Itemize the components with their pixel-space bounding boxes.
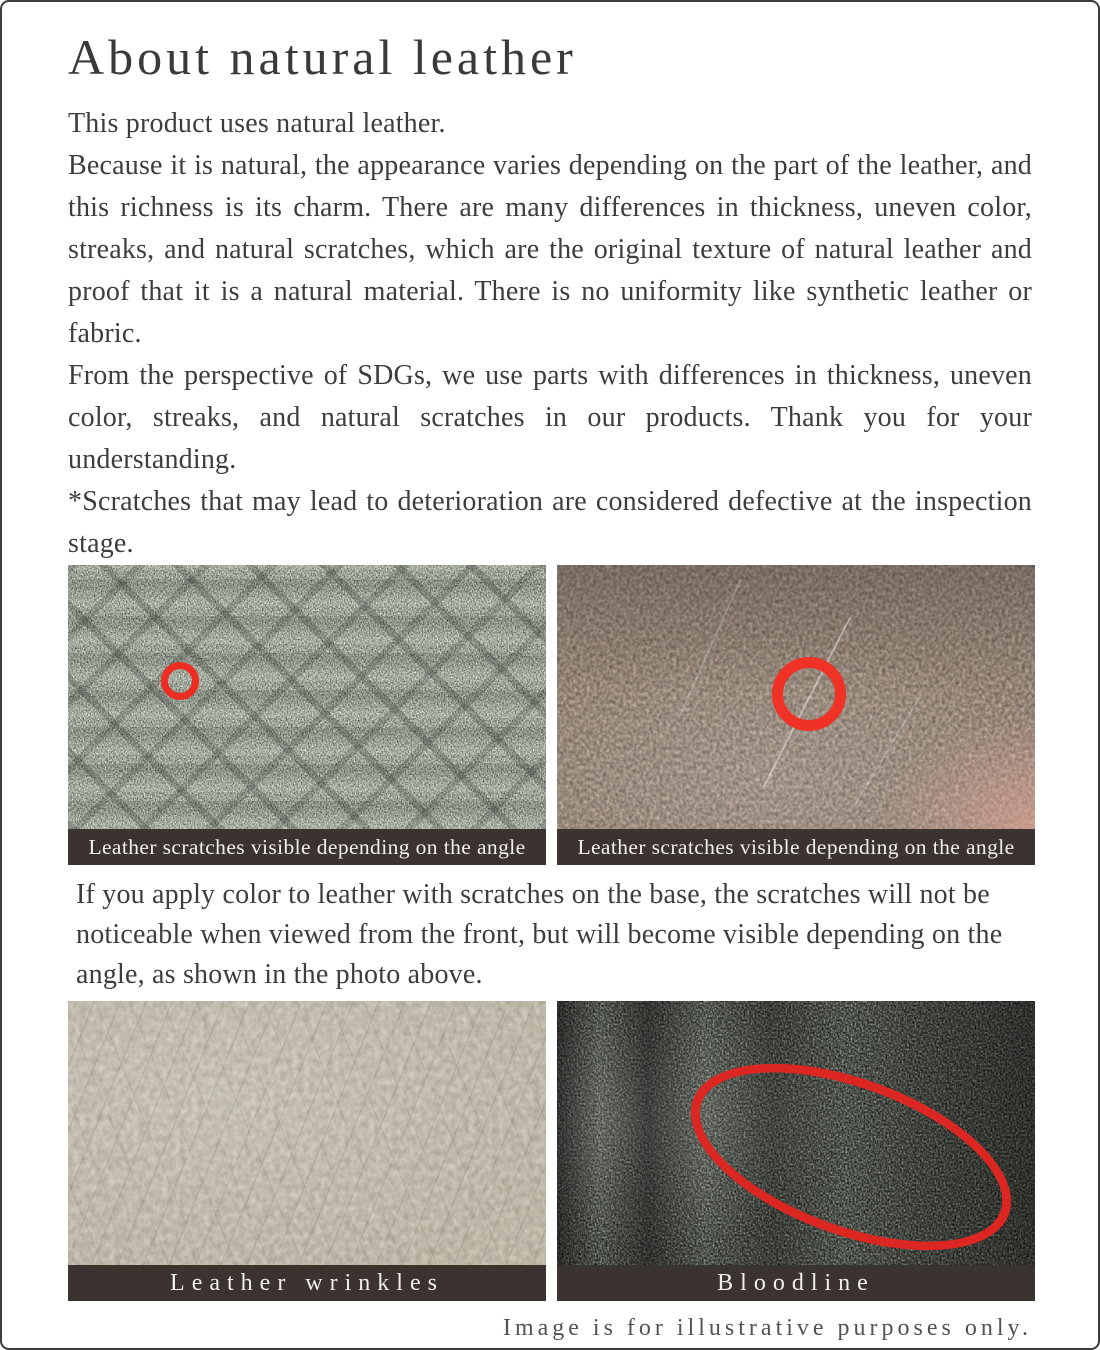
middle-note: If you apply color to leather with scratches on the base, the scratches will not be noticeable when viewed from the front, but will become visible depending on the angle, as shown in the photo above.: [76, 879, 1003, 990]
leather-texture: [68, 565, 546, 829]
figure-row-top: [68, 565, 1032, 865]
leather-texture: [68, 1001, 546, 1265]
figure-scratch-angle-2: [557, 565, 1035, 865]
red-circle-annotation: [772, 657, 846, 731]
figure-leather-wrinkles: [68, 1001, 546, 1301]
figure-row-bottom: [68, 1001, 1032, 1301]
leather-photo-light-wrinkled: [68, 1001, 546, 1265]
figure-caption: Bloodline: [557, 1265, 1035, 1301]
figure-caption: Leather wrinkles: [68, 1265, 546, 1301]
leather-photo-taupe-pebbled: [557, 565, 1035, 829]
figure-caption: Leather scratches visible depending on the angle: [68, 829, 546, 865]
leather-photo-sparkly-silver: [68, 565, 546, 829]
leather-photo-dark-pebbled: [557, 1001, 1035, 1265]
figure-caption: Leather scratches visible depending on the angle: [557, 829, 1035, 865]
intro-paragraph: From the perspective of SDGs, we use parts with differences in thickness, uneven color, streaks, and natural scratches in our products. Thank you for your understanding.: [68, 360, 1032, 475]
intro-text-block: [68, 103, 1032, 565]
page-title: About natural leather: [68, 29, 577, 85]
intro-paragraph: Because it is natural, the appearance varies depending on the part of the leather, and this richness is its charm. There are many differences in thickness, uneven color, streaks, and natural scratches, which are the original texture of natural leather and proof that it is a natural material. There is no uniformity like synthetic leather or fabric.: [68, 150, 1032, 349]
red-circle-annotation: [161, 662, 199, 700]
intro-paragraph: This product uses natural leather.: [68, 108, 446, 139]
intro-paragraph: *Scratches that may lead to deterioration are considered defective at the inspection stage.: [68, 486, 1032, 559]
footer-note: Image is for illustrative purposes only.: [502, 1315, 1032, 1341]
figure-bloodline: [557, 1001, 1035, 1301]
figure-scratch-angle-1: [68, 565, 546, 865]
